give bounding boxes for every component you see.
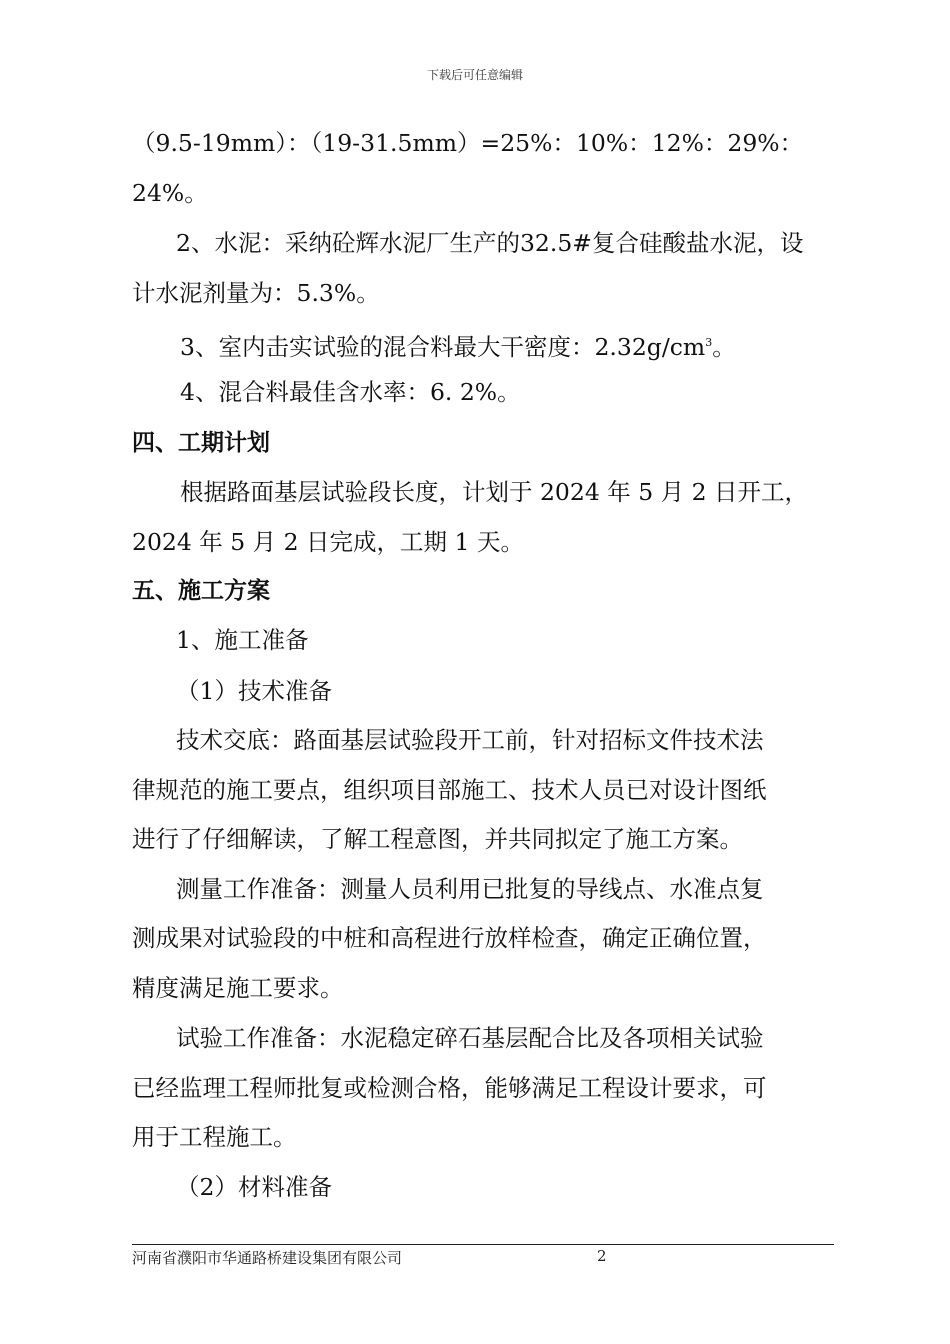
subsection-heading: （1）技术准备 [176,677,332,705]
footer-rule [132,1244,834,1245]
paragraph-line: 已经监理工程师批复或检测合格，能够满足工程设计要求，可 [132,1074,767,1102]
paragraph-line: 精度满足施工要求。 [132,974,344,1002]
period: 。 [712,333,736,361]
section-heading: 四、工期计划 [132,430,270,456]
section-heading: 五、施工方案 [132,578,270,604]
paragraph-line: 24%。 [132,179,208,207]
paragraph-line: 技术交底：路面基层试验段开工前，针对招标文件技术法 [176,726,764,754]
paragraph-line: （9.5-19mm）：（19-31.5mm）=25%：10%：12%：29%： [132,129,804,157]
paragraph-line: 测成果对试验段的中桩和高程进行放样检查，确定正确位置， [132,924,767,952]
paragraph-line: 4、混合料最佳含水率：6. 2%。 [180,378,521,406]
paragraph-line: 测量工作准备：测量人员利用已批复的导线点、水准点复 [176,875,764,903]
paragraph-line: 根据路面基层试验段长度，计划于 2024 年 5 月 2 日开工， [180,478,809,506]
paragraph-line [180,328,900,362]
footer-company: 河南省濮阳市华通路桥建设集团有限公司 [132,1249,403,1267]
page-number: 2 [597,1247,607,1265]
superscript: 3 [705,336,713,349]
paragraph-line: 用于工程施工。 [132,1123,297,1151]
paragraph-line: 2024 年 5 月 2 日完成，工期 1 天。 [132,528,524,556]
subsection-heading: 1、施工准备 [176,626,309,654]
density-text: 3、室内击实试验的混合料最大干密度：2.32g/cm [180,333,706,361]
paragraph-line: 2、水泥：采纳砼辉水泥厂生产的32.5#复合硅酸盐水泥，设 [176,229,804,257]
subsection-heading: （2）材料准备 [176,1173,332,1201]
paragraph-line: 律规范的施工要点，组织项目部施工、技术人员已对设计图纸 [132,776,767,804]
paragraph-line: 进行了仔细解读，了解工程意图，并共同拟定了施工方案。 [132,825,743,853]
page-header: 下载后可任意编辑 [426,68,523,82]
paragraph-line: 计水泥剂量为：5.3%。 [132,279,380,307]
paragraph-line: 试验工作准备：水泥稳定碎石基层配合比及各项相关试验 [176,1024,764,1052]
